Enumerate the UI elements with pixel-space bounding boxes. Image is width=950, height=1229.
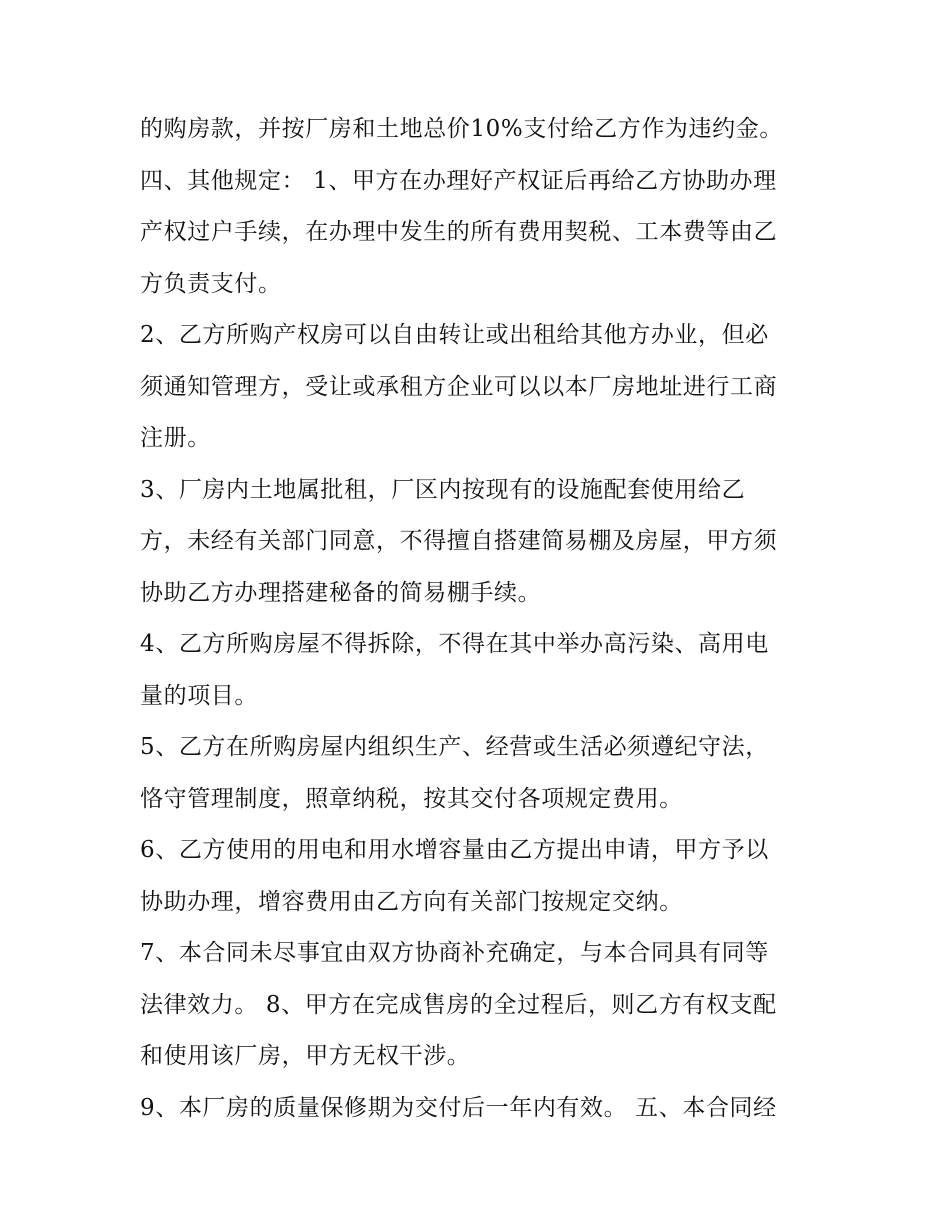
text-line: 方，未经有关部门同意，不得擅自搭建简易棚及房屋，甲方须 [140, 528, 778, 554]
text-line: 恪守管理制度，照章纳税，按其交付各项规定费用。 [140, 785, 683, 812]
text-line: 2、乙方所购产权房可以自由转让或出租给其他方办业，但必 [140, 322, 769, 348]
text-line: 协助乙方办理搭建秘备的简易棚手续。 [140, 579, 542, 606]
text-line: 量的项目。 [140, 682, 258, 709]
text-line: 四、其他规定： 1、甲方在办理好产权证后再给乙方协助办理 [140, 167, 777, 194]
text-line: 须通知管理方，受让或承租方企业可以以本厂房地址进行工商 [140, 373, 778, 400]
text-line: 法律效力。 8、甲方在完成售房的全过程后，则乙方有权支配 [140, 991, 777, 1018]
text-line: 注册。 [140, 425, 211, 451]
text-line: 7、本合同未尽事宜由双方协商补充确定，与本合同具有同等 [140, 940, 769, 966]
text-line: 5、乙方在所购房屋内组织生产、经营或生活必须遵纪守法， [140, 734, 769, 760]
text-line: 方负责支付。 [140, 270, 282, 297]
text-line: 4、乙方所购房屋不得拆除，不得在其中举办高污染、高用电 [140, 631, 769, 657]
text-line: 3、厂房内土地属批租，厂区内按现有的设施配套使用给乙 [140, 476, 746, 503]
text-line: 产权过户手续，在办理中发生的所有费用契税、工本费等由乙 [140, 219, 778, 245]
text-line: 的购房款，并按厂房和土地总价10%支付给乙方作为违约金。 [140, 116, 783, 142]
text-line: 6、乙方使用的用电和用水增容量由乙方提出申请，甲方予以 [140, 837, 769, 863]
text-line: 和使用该厂房，甲方无权干涉。 [140, 1043, 471, 1069]
text-line: 协助办理，增容费用由乙方向有关部门按规定交纳。 [140, 888, 683, 915]
contract-text [140, 104, 830, 1134]
text-line: 9、本厂房的质量保修期为交付后一年内有效。 五、本合同经 [140, 1094, 777, 1121]
